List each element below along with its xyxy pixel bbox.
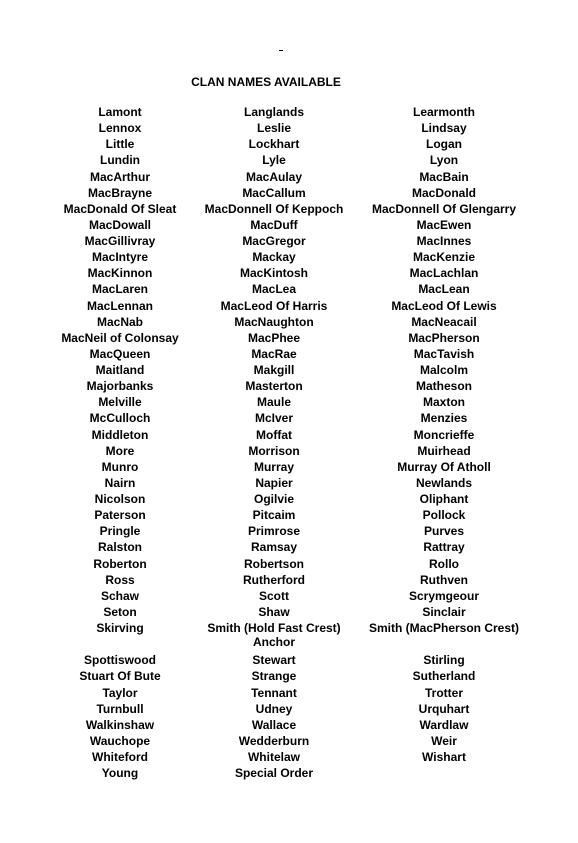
clan-name: Munro [101, 459, 139, 474]
page-mark [279, 50, 283, 51]
clan-name: Wallace [251, 717, 297, 732]
clan-name: Primrose [247, 524, 301, 539]
clan-name: Trotter [424, 685, 463, 700]
clan-name: MacLeod Of Lewis [391, 298, 497, 313]
clan-name: Whitelaw [247, 750, 300, 765]
clan-name: MacNeacail [411, 314, 477, 329]
clan-name: Lamont [98, 105, 142, 119]
clan-name: Roberton [93, 556, 147, 571]
clan-name: Shaw [258, 604, 290, 619]
clan-name: Newlands [415, 475, 472, 490]
clan-name: Lundin [100, 153, 140, 168]
clan-name: Lennox [98, 121, 142, 136]
clan-name: MacGregor [242, 234, 306, 248]
clan-name: MacKenzie [412, 250, 476, 265]
clan-name: Young [101, 766, 139, 781]
clan-name: MacDuff [250, 217, 298, 232]
clan-name: MacDonnell Of Glengarry [371, 201, 517, 216]
clan-name: Udney [255, 701, 293, 716]
clan-name: Rattray [423, 540, 465, 555]
clan-name: Special Order [234, 766, 314, 781]
clan-name: MacLean [418, 282, 470, 297]
clan-name: McIver [254, 411, 294, 426]
clan-name: Ramsay [250, 540, 298, 555]
clan-name: MacDonald Of Sleat [63, 201, 177, 216]
clan-name: Purves [423, 524, 465, 539]
clan-column-1 [40, 105, 200, 782]
clan-name: Rutherford [243, 572, 305, 587]
clan-name: MacDonald [411, 185, 476, 200]
clan-name: Pringle [99, 524, 141, 539]
clan-name: Pollock [422, 508, 466, 523]
clan-name: Wishart [422, 750, 466, 765]
clan-name: MacLaren [91, 282, 149, 297]
clan-name: Learmonth [412, 105, 475, 119]
clan-name: Ruthven [420, 572, 468, 587]
clan-name: Robertson [244, 556, 304, 571]
clan-name: Smith (MacPherson Crest) [368, 621, 520, 635]
clan-name: Murray Of Atholl [397, 459, 491, 474]
clan-name: MacLeod Of Harris [220, 298, 328, 313]
clan-name: MacBain [419, 169, 469, 184]
clan-name: Nairn [104, 475, 136, 490]
clan-name: MacDowall [88, 217, 151, 232]
clan-name: Makgill [253, 363, 295, 377]
clan-name: MacLennan [86, 298, 153, 313]
clan-name: McCulloch [89, 411, 151, 426]
clan-name: Napier [255, 475, 293, 490]
clan-name: Spottiswood [84, 653, 156, 668]
clan-name: Stewart [252, 653, 296, 668]
clan-name: Urquhart [418, 701, 470, 716]
clan-name: MacInnes [416, 234, 472, 248]
clan-name: Seton [103, 604, 137, 619]
clan-name: Whiteford [92, 750, 148, 765]
clan-name: Wardlaw [419, 717, 469, 732]
clan-name: MacLea [251, 282, 297, 297]
clan-name: Lyon [429, 153, 459, 168]
clan-column-2 [192, 105, 356, 782]
clan-name: Lockhart [248, 137, 300, 152]
clan-name: MacKintosh [239, 266, 308, 281]
clan-name: Murray [253, 459, 294, 474]
clan-name: MacEwen [416, 217, 472, 232]
clan-name: Sinclair [422, 604, 466, 619]
clan-name: MacNeil of Colonsay [61, 330, 179, 345]
clan-name: Logan [426, 137, 462, 152]
clan-name: Lyle [262, 153, 286, 168]
clan-name: Ogilvie [253, 492, 294, 506]
clan-name: Moncrieffe [413, 427, 475, 442]
clan-name: Lindsay [421, 121, 467, 136]
clan-name: Moffat [256, 427, 292, 442]
page-title: CLAN NAMES AVAILABLE [191, 75, 341, 89]
clan-name: Oliphant [419, 492, 469, 506]
clan-name: Smith (Hold Fast Crest) Anchor [207, 621, 341, 649]
clan-name: Leslie [256, 121, 292, 136]
clan-name: Turnbull [96, 701, 144, 716]
clan-name: MacQueen [89, 346, 151, 361]
clan-name: Morrison [248, 443, 300, 458]
clan-name: Ralston [97, 540, 142, 555]
clan-name: MacNab [96, 314, 143, 329]
clan-name: Middleton [91, 427, 149, 442]
clan-name: Walkinshaw [85, 717, 155, 732]
clan-name: MacBrayne [87, 185, 153, 200]
clan-name: Tennant [251, 685, 297, 700]
clan-name: MacArthur [89, 169, 150, 184]
clan-name: Scrymgeour [408, 588, 480, 603]
clan-name: Weir [431, 733, 457, 748]
clan-name: MacKinnon [87, 266, 153, 281]
clan-name: MacRae [251, 346, 297, 361]
clan-name: Sutherland [412, 669, 476, 684]
clan-name: Nicolson [94, 492, 146, 506]
clan-name: Langlands [243, 105, 304, 119]
clan-name: MacTavish [413, 346, 475, 361]
clan-name: MacGillivray [84, 234, 156, 248]
clan-name: MacLachlan [409, 266, 479, 281]
clan-name: Malcolm [419, 363, 468, 377]
clan-name: Wauchope [89, 733, 151, 748]
clan-name: Matheson [415, 379, 472, 394]
clan-name: Maitland [95, 363, 145, 377]
clan-name: MacPhee [247, 330, 301, 345]
clan-name: Melville [98, 395, 142, 410]
clan-name: Majorbanks [86, 379, 154, 394]
clan-column-3 [362, 105, 526, 766]
clan-name: Stuart Of Bute [79, 669, 161, 684]
clan-name: Mackay [252, 250, 296, 265]
clan-name: Wedderburn [238, 733, 310, 748]
clan-name: Maxton [423, 395, 465, 410]
clan-name: More [105, 443, 135, 458]
clan-name: Little [105, 137, 135, 152]
clan-name: Taylor [102, 685, 138, 700]
clan-name: Muirhead [417, 443, 471, 458]
clan-name: MacAulay [245, 169, 303, 184]
clan-name: Ross [105, 572, 135, 587]
clan-name: Paterson [94, 508, 146, 523]
clan-name: MacNaughton [234, 314, 314, 329]
clan-name: Pitcaim [252, 508, 296, 523]
clan-name: MacPherson [408, 330, 480, 345]
clan-name: Masterton [245, 379, 303, 394]
clan-name: Stirling [423, 653, 465, 668]
clan-name: Scott [259, 588, 289, 603]
clan-name: Strange [251, 669, 297, 684]
clan-name: Schaw [100, 588, 139, 603]
clan-name: MacCallum [242, 185, 306, 200]
clan-name: Rollo [429, 556, 459, 571]
clan-name: Menzies [420, 411, 468, 426]
clan-name: MacIntyre [91, 250, 149, 265]
clan-name: Skirving [96, 621, 144, 635]
clan-name: MacDonnell Of Keppoch [204, 201, 344, 216]
clan-name: Maule [256, 395, 291, 410]
